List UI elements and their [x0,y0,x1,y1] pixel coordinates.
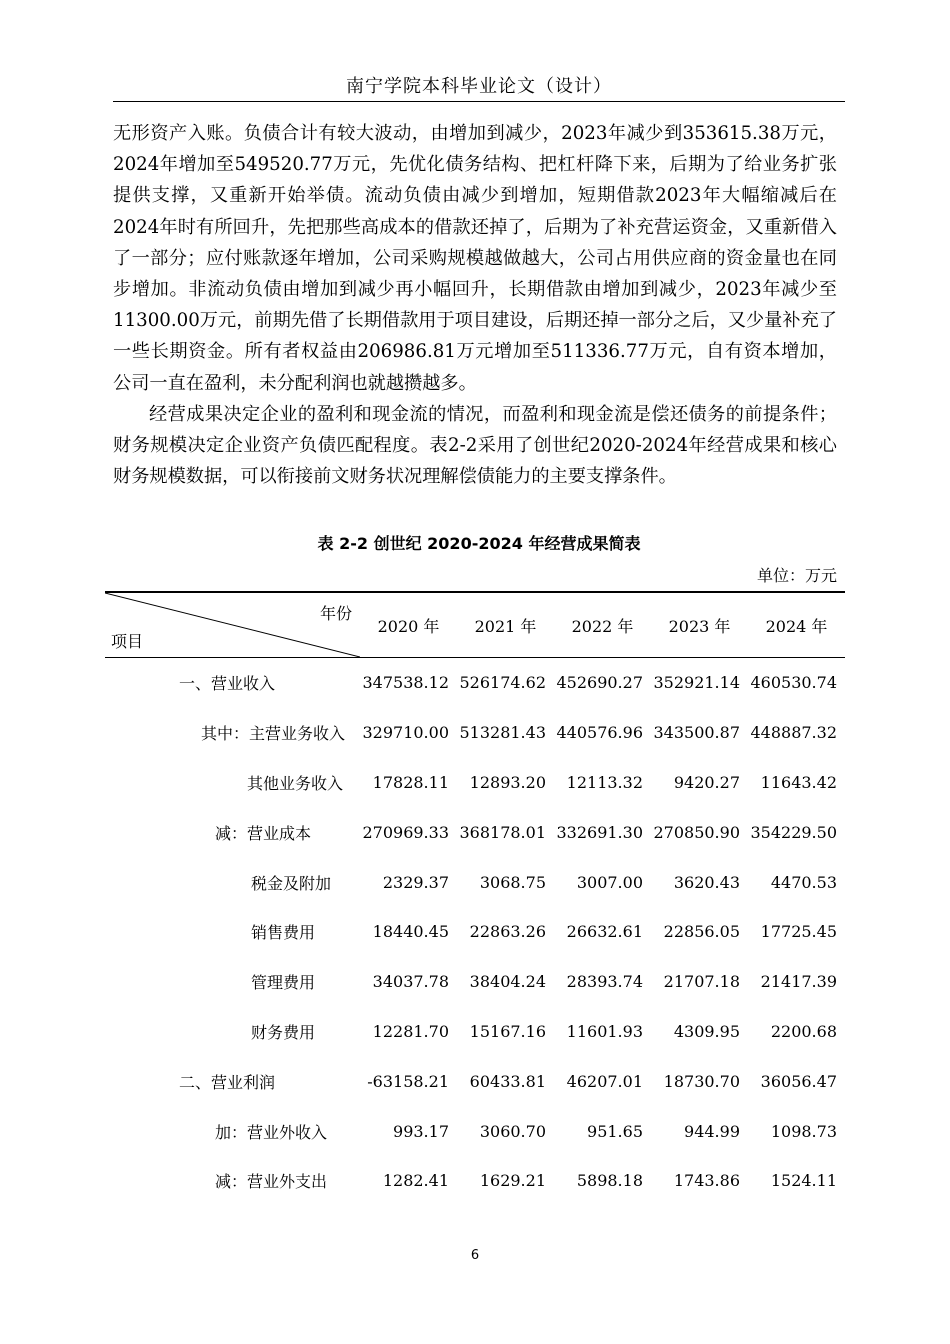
value-cell: 60433.81 [469,1071,546,1091]
value-cell: 343500.87 [653,723,740,743]
value-cell: 46207.01 [566,1071,643,1091]
row-label: 减：营业成本 [215,823,312,843]
table-row [105,907,845,957]
value-cell: 28393.74 [566,972,643,992]
table-row [105,1056,845,1106]
header-item-label: 项目 [111,632,144,651]
value-cell: 21417.39 [760,972,837,992]
value-cell: 11643.42 [760,772,837,792]
value-cell: 354229.50 [750,822,837,842]
operating-results-table [105,591,845,1209]
value-cell: 944.99 [684,1121,740,1141]
value-cell: 347538.12 [362,673,449,693]
value-cell: 993.17 [393,1121,449,1141]
year-header: 2023 年 [651,592,748,658]
value-cell: 452690.27 [556,673,643,693]
value-cell: 1743.86 [673,1171,740,1191]
value-cell: 352921.14 [653,673,740,693]
row-label: 销售费用 [251,923,316,943]
paragraph: 无形资产入账。负债合计有较大波动，由增加到减少，2023年减少到353615.38万元，2024年增加至549520.77万元，先优化债务结构、把杠杆降下来，后期为了给业务扩张提供支撑，又重新开始举债。流动负债由减少到增加，短期借款2023年大幅缩减后在2024年时有所回升，先把那些高成本的借款还掉了，后期为了补充营运资金，又重新借入了一部分；应付账款逐年增加，公司采购规模越做越大，公司占用供应商的资金量也在同步增加。非流动负债由增加到减少再小幅回升，长期借款由增加到减少，2023年减少至11300.00万元，前期先借了长期借款用于项目建设，后期还掉一部分之后，又少量补充了一些长期资金。所有者权益由206986.81万元增加至511336.77万元，自有资本增加，公司一直在盈利，未分配利润也就越攒越多。 [113,123,837,394]
value-cell: 951.65 [587,1121,643,1141]
row-label: 减：营业外支出 [215,1172,328,1192]
row-label-cell [105,758,360,808]
row-label-cell [105,807,360,857]
row-label-cell [105,708,360,758]
value-cell: 3068.75 [479,872,546,892]
value-cell: 17828.11 [372,772,449,792]
table-row [105,807,845,857]
value-cell: 34037.78 [372,972,449,992]
diagonal-header-cell [105,592,360,658]
row-label: 其中：主营业务收入 [201,724,346,744]
value-cell: 526174.62 [459,673,546,693]
value-cell: 2200.68 [770,1021,837,1041]
value-cell: 1282.41 [382,1171,449,1191]
year-header: 2024 年 [748,592,845,658]
value-cell: 9420.27 [673,772,740,792]
row-label: 财务费用 [251,1022,316,1042]
table-row [105,1106,845,1156]
value-cell: 1524.11 [770,1171,837,1191]
table-row [105,1007,845,1057]
value-cell: 4470.53 [770,872,837,892]
value-cell: 3060.70 [479,1121,546,1141]
value-cell: 4309.95 [673,1021,740,1041]
table-unit: 单位：万元 [756,566,837,585]
value-cell: 3620.43 [673,872,740,892]
table-header-row [105,592,845,658]
value-cell: 332691.30 [556,822,643,842]
row-label-cell [105,1156,360,1206]
row-label-cell [105,1106,360,1156]
value-cell: 1098.73 [770,1121,837,1141]
table-caption: 表 2-2 创世纪 2020-2024 年经营成果简表 [317,534,641,553]
value-cell: 12893.20 [469,772,546,792]
row-label: 二、营业利润 [179,1072,276,1092]
row-label: 一、营业收入 [179,674,276,694]
row-label-cell [105,907,360,957]
table-row [105,658,845,708]
row-label: 加：营业外收入 [215,1122,328,1142]
table-row [105,1156,845,1206]
value-cell: 270969.33 [362,822,449,842]
value-cell: 22863.26 [469,922,546,942]
table-row [105,857,845,907]
value-cell: 513281.43 [459,723,546,743]
value-cell: 22856.05 [663,922,740,942]
table-row [105,758,845,808]
value-cell: -63158.21 [367,1071,449,1091]
value-cell: 21707.18 [663,972,740,992]
value-cell: 36056.47 [760,1071,837,1091]
body-text [113,118,837,492]
value-cell: 12281.70 [372,1021,449,1041]
row-label-cell [105,1056,360,1106]
header-divider [113,101,845,102]
row-label: 税金及附加 [251,873,332,893]
page-number: 6 [470,1248,480,1263]
year-header: 2020 年 [360,592,457,658]
value-cell: 12113.32 [566,772,643,792]
value-cell: 2329.37 [382,872,449,892]
value-cell: 368178.01 [459,822,546,842]
paragraph: 经营成果决定企业的盈利和现金流的情况，而盈利和现金流是偿还债务的前提条件；财务规模决定企业资产负债匹配程度。表2-2采用了创世纪2020-2024年经营成果和核心财务规模数据，可以衔接前文财务状况理解偿债能力的主要支撑条件。 [113,403,837,488]
header-year-label: 年份 [319,604,352,623]
value-cell: 440576.96 [556,723,643,743]
value-cell: 38404.24 [469,972,546,992]
row-label: 管理费用 [251,973,316,993]
value-cell: 26632.61 [566,922,643,942]
value-cell: 1629.21 [479,1171,546,1191]
row-label-cell [105,857,360,907]
row-label-cell [105,957,360,1007]
value-cell: 5898.18 [576,1171,643,1191]
row-label-cell [105,1007,360,1057]
value-cell: 460530.74 [750,673,837,693]
value-cell: 17725.45 [760,922,837,942]
value-cell: 270850.90 [653,822,740,842]
value-cell: 11601.93 [566,1021,643,1041]
value-cell: 18440.45 [372,922,449,942]
value-cell: 3007.00 [576,872,643,892]
year-header: 2022 年 [554,592,651,658]
row-label-cell [105,658,360,708]
value-cell: 329710.00 [362,723,449,743]
value-cell: 448887.32 [750,723,837,743]
value-cell: 15167.16 [469,1021,546,1041]
page-header-title: 南宁学院本科毕业论文（设计） [346,76,612,97]
table-row [105,708,845,758]
row-label: 其他业务收入 [247,773,344,793]
year-header: 2021 年 [457,592,554,658]
table-row [105,957,845,1007]
value-cell: 18730.70 [663,1071,740,1091]
